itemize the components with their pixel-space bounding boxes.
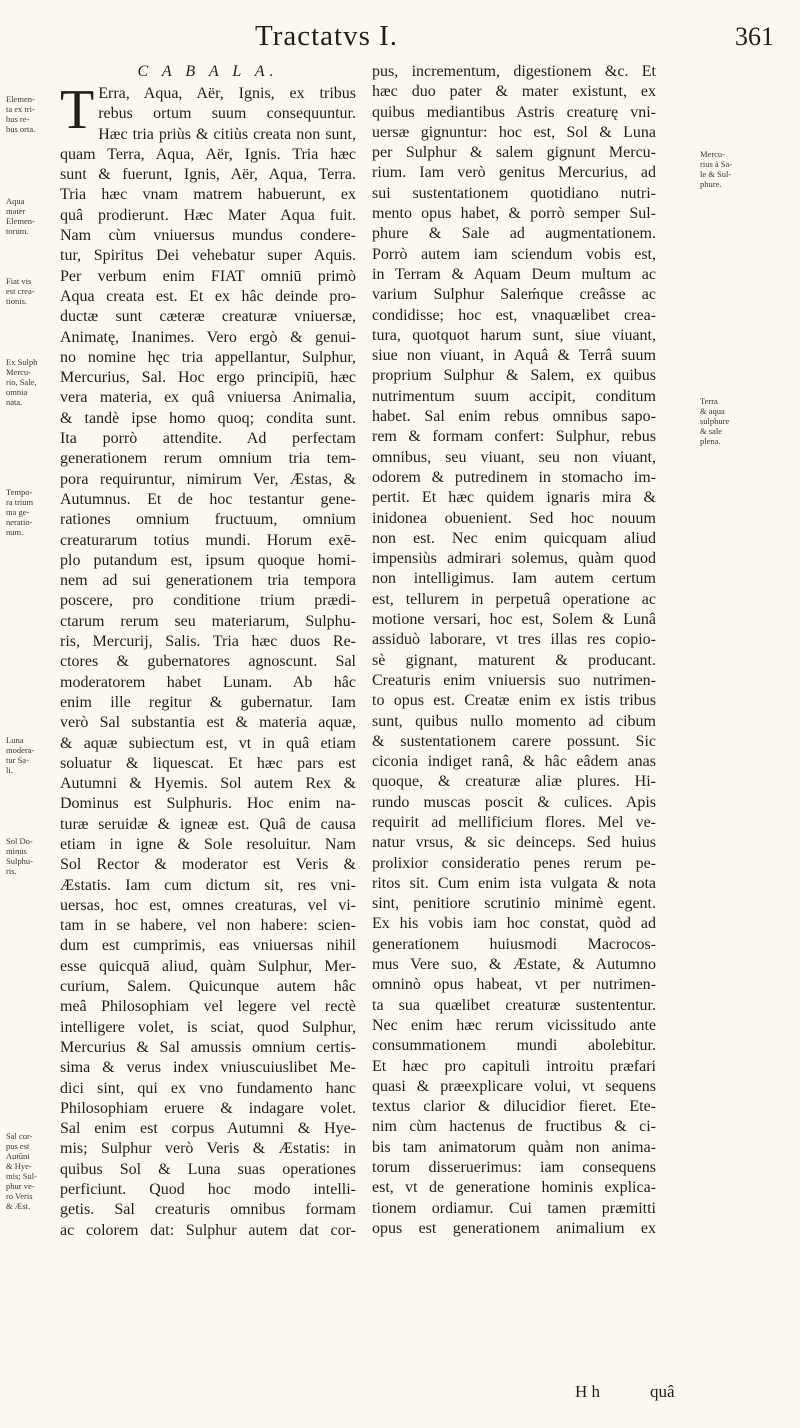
text-line: tionem ordiamur. Cui tamen præmitti — [372, 1199, 656, 1217]
text-line: generationem rerum omnium tria tem- — [60, 450, 356, 468]
text-line: Creaturis enim vniuersis suo nutrimen- — [372, 671, 656, 689]
margin-note-line: pus est — [6, 1141, 30, 1151]
text-line: no nomine hęc tria appellantur, Sulphur, — [60, 348, 356, 366]
text-line: Autumni & Hyemis. Sol autem Rex & — [60, 775, 356, 793]
text-line: Autumnus. Et de hoc testantur gene- — [60, 490, 356, 508]
text-line: in Terram & Aquam Deum multum ac — [372, 265, 656, 283]
text-line: uersæ gignuntur: hoc est, Sol & Luna — [372, 123, 656, 141]
text-line: mus Vere suo, & Æstate, & Autumno — [372, 956, 656, 974]
text-line: rium. Iam verò genitus Mercurius, ad — [372, 164, 656, 182]
text-line: ctores & gubernatores agnoscunt. Sal — [60, 653, 356, 671]
text-line: prolixior consideratio penes rerum pe- — [372, 854, 656, 872]
text-line: phure & Sale ad augmentationem. — [372, 225, 656, 243]
text-line: turæ seruidæ & igneæ est. Quâ de causa — [60, 815, 356, 833]
text-line: quibus mediantibus Astris creaturę vni- — [372, 103, 656, 121]
text-line: sè gignant, maturent & producant. — [372, 651, 656, 669]
margin-note-line: Ex Sulph — [6, 357, 38, 367]
margin-note-line: nata. — [6, 397, 23, 407]
text-line: moderatorem habet Lunam. Ab hâc — [60, 673, 356, 691]
margin-note-line: omnia — [6, 387, 28, 397]
margin-note-line: mater — [6, 206, 26, 216]
text-line: perficiunt. Quod hoc modo intelli- — [60, 1181, 356, 1199]
text-line: pertit. Et hæc quidem ignaris mira & — [372, 489, 656, 507]
text-line: quam Terra, Aqua, Aër, Ignis. Tria hæc — [60, 145, 356, 163]
text-line: Aqua creata est. Et ex hâc deinde pro- — [60, 287, 356, 305]
text-line: omninò opus habeat, vt per nutrimen- — [372, 976, 656, 994]
text-line: esse quicquā aliud, quàm Sulphur, Mer- — [60, 957, 356, 975]
margin-note-right — [700, 149, 750, 189]
text-line: etiam in igne & Sole resoluitur. Nam — [60, 835, 356, 853]
margin-note-line: plena. — [700, 436, 721, 446]
text-line: curium, Salem. Quicunque autem hâc — [60, 978, 356, 996]
margin-note-line: Autūni — [6, 1151, 30, 1161]
margin-note-line: est crea- — [6, 286, 35, 296]
text-line: Ita porrò attendite. Ad perfectam — [60, 430, 356, 448]
text-line: est, tellurem in perpetuâ operatione ac — [372, 590, 656, 608]
margin-note-line: & Hye- — [6, 1161, 32, 1171]
text-line: to opus est. Creatæ enim ex istis tribus — [372, 692, 656, 710]
text-line: ciconia indiget ranâ, & hâc eâdem anas — [372, 753, 656, 771]
text-line: Philosophiam eruere & indagare volet. — [60, 1099, 356, 1117]
margin-note-line: phur ve- — [6, 1181, 35, 1191]
text-line: Animatę, Inanimes. Vero ergò & genui- — [60, 328, 356, 346]
text-line: rebus ortum suum consequuntur. — [98, 105, 356, 123]
margin-note-line: le & Sul- — [700, 169, 732, 179]
right-text-column — [372, 62, 656, 1239]
margin-note-line: ro Veris — [6, 1191, 33, 1201]
drop-capital: T — [60, 79, 95, 141]
text-line: siue non viuant, in Aquâ & Terrâ suum — [372, 347, 656, 365]
text-line: odorem & putredinem in stomacho im- — [372, 468, 656, 486]
text-line: Dominus est Sulphuris. Hoc enim na- — [60, 795, 356, 813]
margin-note-left — [6, 276, 50, 306]
text-line: motione versari, hoc est, Solem & Lunâ — [372, 611, 656, 629]
running-title: Tractatvs I. — [255, 20, 399, 52]
text-line: per Sulphur & salem gignunt Mercu- — [372, 144, 656, 162]
catchword: quâ — [650, 1382, 675, 1401]
text-line: intelligere volet, is sciat, quod Sulphur, — [60, 1018, 356, 1036]
text-line: verò Sal substantia est & materia aquæ, — [60, 714, 356, 732]
text-line: vera materia, ex quâ vniuersa Animalia, — [60, 389, 356, 407]
margin-note-line: Sulphu- — [6, 856, 33, 866]
text-line: sunt & fuerunt, Ignis, Aër, Aqua, Terra. — [60, 166, 356, 184]
margin-note-line: ma ge- — [6, 507, 30, 517]
text-line: Mercurius & Sal amussis omnium certis- — [60, 1038, 356, 1056]
left-text-column — [60, 62, 356, 1241]
margin-note-line: rio, Sale, — [6, 377, 37, 387]
margin-note-line: Sol Do- — [6, 836, 33, 846]
margin-note-line: sulphure — [700, 416, 730, 426]
text-line: ris, Mercurij, Salis. Tria hæc duos Re- — [60, 633, 356, 651]
margin-note-line: ra trium — [6, 497, 34, 507]
text-line: quoque, & creaturæ aliæ plures. Hi- — [372, 773, 656, 791]
text-line: & tandè ipse homo quoq; condita sunt. — [60, 409, 356, 427]
text-line: proprium Sulphur & Salem, ex quibus — [372, 367, 656, 385]
text-line: natur vrsus, & sic deinceps. Sed huius — [372, 834, 656, 852]
text-line: quâ prodierunt. Hæc Mater Aqua fuit. — [60, 206, 356, 224]
margin-note-line: Mercu- — [700, 149, 726, 159]
text-line: quibus Sol & Luna suas operationes — [60, 1160, 356, 1178]
text-line: plo putandum est, ipsum quoque homi- — [60, 551, 356, 569]
margin-note-line: & Æst. — [6, 1201, 31, 1211]
text-line: varium Sulphur Saleḿque creâsse ac — [372, 286, 656, 304]
margin-note-line: minus — [6, 846, 27, 856]
margin-note-left — [6, 1131, 50, 1211]
text-line: dici sint, qui ex vno fundamento hanc — [60, 1079, 356, 1097]
text-line: rationes omnium fructuum, omnium — [60, 511, 356, 529]
margin-note-line: Terra — [700, 396, 718, 406]
text-line: sima & verus index vniuscuiuslibet Me- — [60, 1059, 356, 1077]
text-line: Ex his vobis iam hoc constat, quòd ad — [372, 915, 656, 933]
text-line: tam in se habere, vel non habere: scien- — [60, 917, 356, 935]
text-line: torum disseruerimus: iam consequens — [372, 1159, 656, 1177]
text-line: & aquæ subiectum est, vt in quâ etiam — [60, 734, 356, 752]
text-line: Sal enim est corpus Autumni & Hye- — [60, 1120, 356, 1138]
text-line: sint, penitiore scrutinio minimè egent. — [372, 895, 656, 913]
running-header — [0, 14, 800, 54]
margin-note-right — [700, 396, 750, 446]
margin-note-left — [6, 487, 50, 537]
text-line: assiduò laborare, vt tres illas res copio- — [372, 631, 656, 649]
text-line: uersas, hoc est, omnes creaturas, vel vi- — [60, 896, 356, 914]
text-line: habet. Sal enim rebus omnibus sapo- — [372, 408, 656, 426]
margin-note-line: Tempo- — [6, 487, 33, 497]
text-line: ac colorem dat: Sulphur autem dat cor- — [60, 1221, 356, 1239]
margin-note-line: bus re- — [6, 114, 30, 124]
text-line: mento opus habet, & porrò semper Sul- — [372, 205, 656, 223]
margin-note-line: neratio- — [6, 517, 33, 527]
section-heading: C A B A L A. — [137, 63, 279, 80]
margin-note-left — [6, 196, 50, 236]
text-line: pus, incrementum, digestionem &c. Et — [372, 63, 656, 80]
margin-note-line: Aqua — [6, 196, 25, 206]
margin-note-left — [6, 735, 50, 775]
text-line: ductæ sunt cæteræ creaturæ vniuersæ, — [60, 308, 356, 326]
signature-mark: H h — [575, 1382, 601, 1401]
text-line: opus est generationem animalium ex — [372, 1219, 656, 1237]
text-line: nim cùm hactenus de fructibus & ci- — [372, 1118, 656, 1136]
margin-note-line: & sale — [700, 426, 722, 436]
text-line: ta sua quælibet creaturæ sustententur. — [372, 996, 656, 1014]
margin-note-left — [6, 94, 50, 134]
text-line: sunt, quibus nullo momento ad cibum — [372, 712, 656, 730]
text-line: Porrò autem iam sciendum vobis est, — [372, 245, 656, 263]
text-line: inidonea obuenient. Sed hoc nouum — [372, 509, 656, 527]
text-line: non intelligimus. Iam autem certum — [372, 570, 656, 588]
text-line: ctarum rerum seu materiarum, Sulphu- — [60, 612, 356, 630]
text-line: generationem huiusmodi Macrocos- — [372, 935, 656, 953]
margin-note-line: ris. — [6, 866, 17, 876]
text-line: omnibus, seu viuant, seu non viuant, — [372, 448, 656, 466]
text-line: Per verbum enim FIAT omniū primò — [60, 267, 356, 285]
text-line: ritos sit. Cum enim ista vulgata & nota — [372, 874, 656, 892]
margin-note-line: modera- — [6, 745, 35, 755]
text-line: tur, Spiritus Dei vehebatur super Aquis. — [60, 247, 356, 265]
margin-note-line: tionis. — [6, 296, 28, 306]
text-line: getis. Sal creaturis omnibus formam — [60, 1201, 356, 1219]
text-line: Nam cùm vniuersus mundus condere- — [60, 227, 356, 245]
page-number: 361 — [735, 22, 774, 51]
text-line: Æstatis. Iam cum dictum sit, res vni- — [60, 876, 356, 894]
text-line: creaturarum totius mundi. Horum exē- — [60, 531, 356, 549]
margin-note-line: bus orta. — [6, 124, 36, 134]
margin-note-line: mis; Sul- — [6, 1171, 37, 1181]
text-line: Nec enim hæc rerum vicissitudo ante — [372, 1016, 656, 1034]
text-line: mis; Sulphur verò Veris & Æstatis: in — [60, 1140, 356, 1158]
text-line: tura, quotquot harum sunt, siue viuant, — [372, 326, 656, 344]
text-line: Sol Rector & moderator est Veris & — [60, 856, 356, 874]
margin-note-line: Elemen- — [6, 216, 35, 226]
text-line: impensiùs admirari solemus, quàm quod — [372, 550, 656, 568]
text-line: nutrimentum suum accipit, conditum — [372, 387, 656, 405]
margin-note-line: ta ex tri- — [6, 104, 35, 114]
text-line: enim ille regitur & gubernatur. Iam — [60, 693, 356, 711]
text-line: pora requiruntur, nimirum Ver, Æstas, & — [60, 470, 356, 488]
margin-note-line: rius à Sa- — [700, 159, 733, 169]
margin-note-line: & aqua — [700, 406, 725, 416]
margin-note-line: tur Sa- — [6, 755, 29, 765]
text-line: hæc duo pater & mater existunt, ex — [372, 83, 656, 101]
text-line: & sustentationem carere possunt. Sic — [372, 732, 656, 750]
margin-note-line: Luna — [6, 735, 24, 745]
text-line: est, vt de generatione hominis explica- — [372, 1179, 656, 1197]
text-line: meâ Philosophiam vel legere vel rectè — [60, 998, 356, 1016]
text-line: bis tam animatorum quàm non anima- — [372, 1138, 656, 1156]
text-line: dum est cumprimis, eas vniuersas nihil — [60, 937, 356, 955]
text-line: soluatur & liquescat. Et hæc pars est — [60, 754, 356, 772]
text-line: textus clarior & dilucidior fieret. Ete- — [372, 1098, 656, 1116]
text-line: Mercurius, Sal. Hoc ergo principiū, hæc — [60, 369, 356, 387]
text-line: sui sustentationem quotidiano nutri- — [372, 184, 656, 202]
margin-note-line: Fiat vis — [6, 276, 32, 286]
margin-note-line: li. — [6, 765, 13, 775]
margin-note-left — [6, 836, 50, 876]
text-line: rem & formam confert: Sulphur, rebus — [372, 428, 656, 446]
margin-note-line: num. — [6, 527, 24, 537]
text-line: quasi & præexplicare volui, vt sequens — [372, 1077, 656, 1095]
margin-note-line: Elemen- — [6, 94, 35, 104]
text-line: Hæc tria priùs & citiùs creata non sunt, — [98, 125, 356, 143]
text-line: consummationem mundi abolebitur. — [372, 1037, 656, 1055]
text-line: poscere, pro conditione trium prædi- — [60, 592, 356, 610]
text-line: non est. Nec enim quicquam aliud — [372, 529, 656, 547]
text-line: Et hæc pro capituli introitu præfari — [372, 1057, 656, 1075]
margin-note-line: Mercu- — [6, 367, 32, 377]
text-line: Erra, Aqua, Aër, Ignis, ex tribus — [98, 85, 356, 102]
text-line: rundo muscas poscit & culices. Apis — [372, 793, 656, 811]
margin-note-left — [6, 357, 50, 407]
margin-note-line: Sal cor- — [6, 1131, 33, 1141]
margin-note-line: torum. — [6, 226, 29, 236]
text-line: requirit ad mellificium flores. Mel ve- — [372, 813, 656, 831]
text-line: nem ad sui generationem tria tempora — [60, 572, 356, 590]
margin-note-line: phure. — [700, 179, 722, 189]
text-line: condidisse; hoc est, vnaquælibet crea- — [372, 306, 656, 324]
text-line: Tria hæc vnam matrem habuerunt, ex — [60, 186, 356, 204]
